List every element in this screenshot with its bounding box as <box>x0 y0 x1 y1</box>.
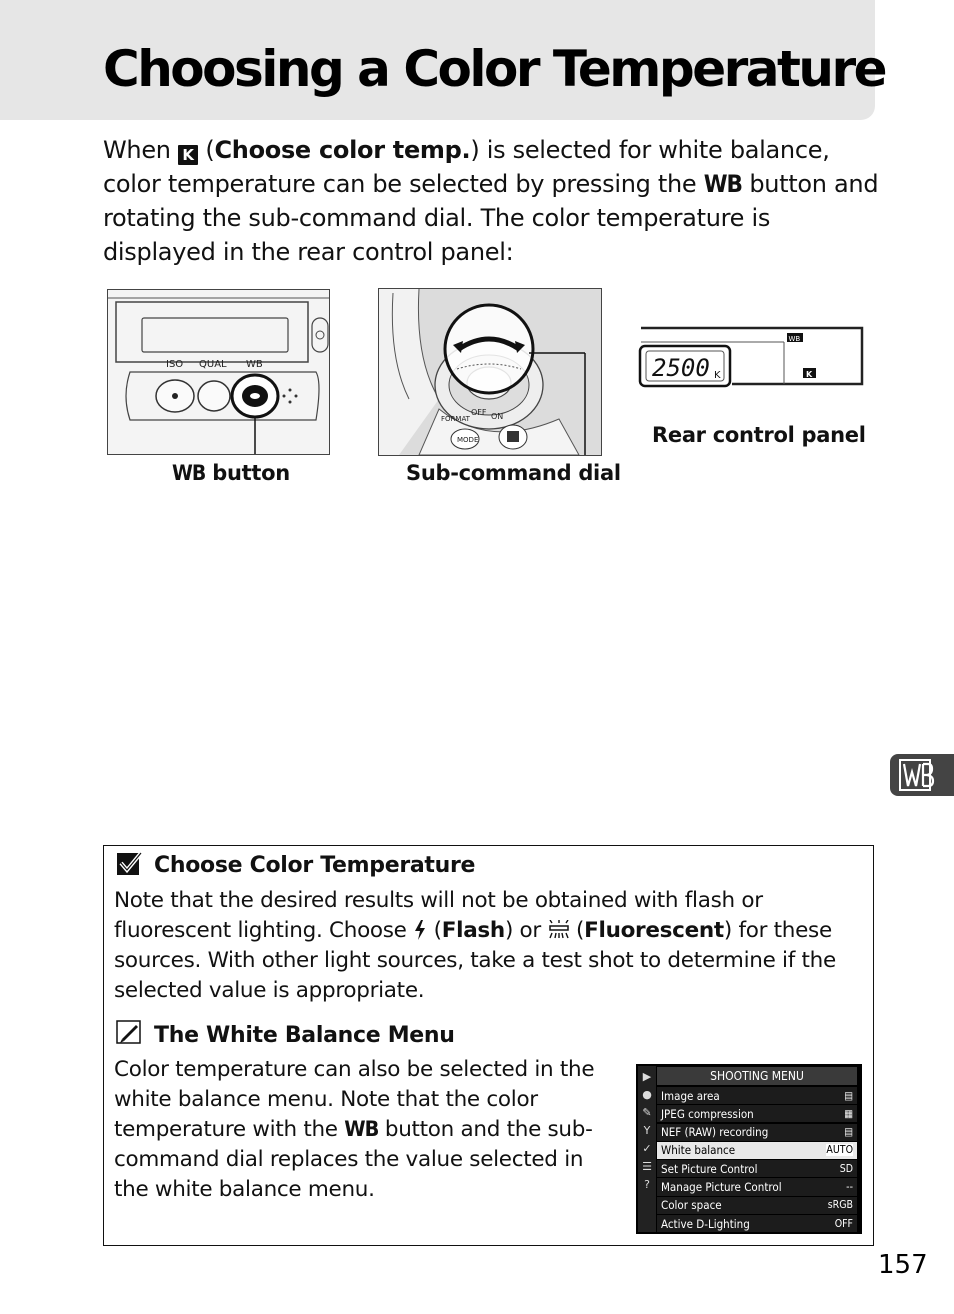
menu-row-value: -- <box>846 1181 853 1193</box>
menu-row-value: ▤ <box>844 1089 853 1102</box>
wb-button-caption <box>172 461 290 485</box>
note1-body <box>114 886 859 1006</box>
mode-label: MODE <box>457 436 479 444</box>
subcommand-dial-caption: Sub-command dial <box>406 461 621 485</box>
page-number: 157 <box>878 1250 928 1280</box>
menu-row-color-space[interactable] <box>657 1197 857 1215</box>
rear-panel-caption: Rear control panel <box>652 423 866 447</box>
note-text: ) for these sources. With other light sources, take a test shot to determine if the selected value is appropriate. <box>114 918 836 1003</box>
note-text: button and the sub-command dial replaces the value selected in the white balance menu. <box>114 1117 593 1202</box>
shooting-menu-screenshot <box>636 1064 862 1234</box>
menu-row-value: OFF <box>834 1217 853 1230</box>
note2-body <box>114 1055 619 1205</box>
note-text: ) or <box>504 918 548 943</box>
note-text: ( <box>427 918 442 943</box>
menu-row-label: Image area <box>661 1088 720 1103</box>
intro-bold-option: Choose color temp. <box>214 136 471 164</box>
k-color-temp-icon: K <box>178 145 198 165</box>
menu-row-label: White balance <box>661 1143 736 1158</box>
note-text: Color temperature can also be selected in the white balance menu. Note that the color temperature with the <box>114 1057 595 1142</box>
menu-row-label: Color space <box>661 1198 722 1213</box>
checkmark-icon <box>116 851 144 877</box>
fluorescent-icon <box>548 920 570 940</box>
note2-heading: The White Balance Menu <box>154 1023 455 1048</box>
intro-text: ) is selected for white balance, color temperature can be selected by pressing the <box>103 136 830 198</box>
menu-row-set-picture-control[interactable] <box>657 1160 857 1178</box>
caption-text: button <box>205 461 290 485</box>
menu-row-value: ▦ <box>844 1107 853 1120</box>
menu-row-white-balance[interactable] <box>657 1142 857 1160</box>
k-tag: K <box>806 370 813 379</box>
wb-label: WB <box>246 359 263 370</box>
intro-text: ( <box>198 136 215 164</box>
temperature-readout: 2500 <box>652 354 710 382</box>
menu-row-label: NEF (RAW) recording <box>661 1125 769 1140</box>
menu-row-jpeg-compression[interactable] <box>657 1105 857 1123</box>
help-icon: ? <box>644 1178 650 1191</box>
playback-menu-icon: ▶ <box>642 1070 652 1083</box>
iso-label: ISO <box>166 359 184 370</box>
menu-row-nef-raw-recording[interactable] <box>657 1124 857 1142</box>
menu-row-manage-picture-control[interactable] <box>657 1178 857 1196</box>
retouch-menu-icon: ✓ <box>642 1142 652 1155</box>
intro-paragraph <box>103 133 883 269</box>
on-label: ON <box>491 412 504 421</box>
pencil-note-icon <box>116 1019 144 1045</box>
note-text: Note that the desired results will not be obtained with flash or fluorescent lighting. Choose <box>114 888 763 943</box>
custom-settings-icon: ✎ <box>642 1106 652 1119</box>
wb-tag: WB <box>788 335 801 343</box>
menu-row-image-area[interactable] <box>657 1087 857 1105</box>
menu-row-active-d-lighting[interactable] <box>657 1215 857 1233</box>
intro-text: When <box>103 136 179 164</box>
menu-rows <box>657 1087 857 1233</box>
format-label: FORMAT <box>441 415 470 423</box>
setup-menu-icon: Y <box>643 1124 651 1137</box>
wb-button-figure <box>107 289 330 455</box>
menu-row-value: sRGB <box>827 1199 853 1212</box>
menu-icon-rail <box>638 1066 656 1232</box>
wb-chapter-icon <box>890 754 954 796</box>
note-text: ( <box>569 918 585 943</box>
flash-option: Flash <box>441 918 505 943</box>
note1-heading: Choose Color Temperature <box>154 853 476 878</box>
qual-label: QUAL <box>199 359 227 370</box>
kelvin-unit: K <box>714 370 721 381</box>
menu-row-label: Set Picture Control <box>661 1161 758 1176</box>
menu-row-label: JPEG compression <box>661 1106 754 1121</box>
flash-icon <box>413 920 427 940</box>
menu-row-value: AUTO <box>826 1144 853 1157</box>
off-label: OFF <box>471 408 487 417</box>
wb-glyph: WB <box>172 461 206 485</box>
fluorescent-option: Fluorescent <box>584 918 724 943</box>
menu-row-value: ▤ <box>844 1126 853 1139</box>
menu-row-value: SD <box>839 1162 853 1175</box>
my-menu-icon: ☰ <box>642 1160 652 1173</box>
subcommand-dial-figure <box>378 288 602 456</box>
rear-panel-figure <box>636 326 866 388</box>
menu-row-label: Active D-Lighting <box>661 1216 750 1231</box>
wb-button-label: WB <box>344 1117 379 1142</box>
page-title: Choosing a Color Temperature <box>103 40 886 98</box>
menu-title: SHOOTING MENU <box>657 1067 857 1085</box>
menu-row-label: Manage Picture Control <box>661 1180 782 1194</box>
shooting-menu-icon: ● <box>642 1088 652 1101</box>
chapter-tab <box>890 754 954 796</box>
intro-text: button and rotating the sub-command dial. The color temperature is displayed in the rear control panel: <box>103 170 879 266</box>
wb-button-label: WB <box>703 170 742 198</box>
